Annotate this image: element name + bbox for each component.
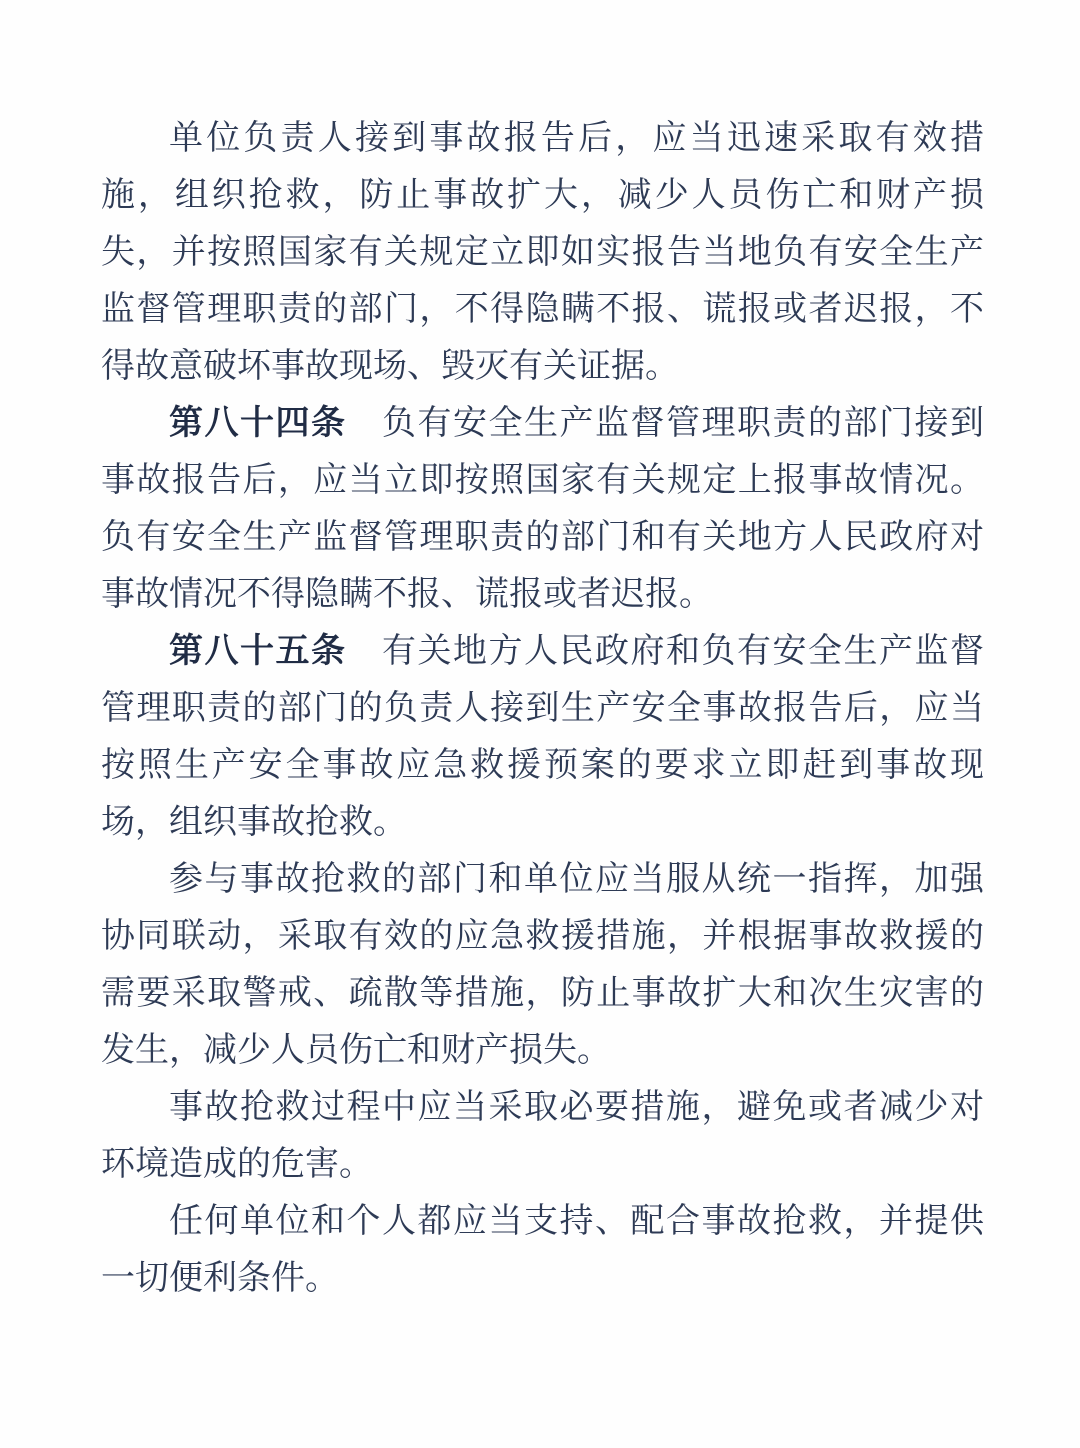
paragraph-unit-duty xyxy=(101,110,984,395)
paragraph-text: 有关地方人民政府和负有安全生产监督管理职责的部门的负责人接到生产安全事故报告后，应当按照生产安全事故应急救援预案的要求立即赶到事故现场，组织事故抢救。 xyxy=(101,631,984,842)
paragraph-article-84 xyxy=(101,395,984,623)
paragraph-environment-protection xyxy=(101,1079,984,1193)
paragraph-text: 事故抢救过程中应当采取必要措施，避免或者减少对环境造成的危害。 xyxy=(101,1087,984,1184)
paragraph-text: 任何单位和个人都应当支持、配合事故抢救，并提供一切便利条件。 xyxy=(101,1201,984,1298)
article-84-number: 第八十四条 xyxy=(169,403,382,443)
paragraph-article-85 xyxy=(101,623,984,851)
article-85-number: 第八十五条 xyxy=(169,631,382,671)
paragraph-rescue-coordination xyxy=(101,851,984,1079)
paragraph-text: 参与事故抢救的部门和单位应当服从统一指挥，加强协同联动，采取有效的应急救援措施，并根据事故救援的需要采取警戒、疏散等措施，防止事故扩大和次生灾害的发生，减少人员伤亡和财产损失。 xyxy=(101,859,984,1070)
paragraph-text: 单位负责人接到事故报告后，应当迅速采取有效措施，组织抢救，防止事故扩大，减少人员伤亡和财产损失，并按照国家有关规定立即如实报告当地负有安全生产监督管理职责的部门，不得隐瞒不报、谎报或者迟报，不得故意破坏事故现场、毁灭有关证据。 xyxy=(101,118,984,386)
legal-text-body xyxy=(101,110,984,1307)
paragraph-text: 负有安全生产监督管理职责的部门接到事故报告后，应当立即按照国家有关规定上报事故情况。负有安全生产监督管理职责的部门和有关地方人民政府对事故情况不得隐瞒不报、谎报或者迟报。 xyxy=(101,403,984,614)
paragraph-support-obligation xyxy=(101,1193,984,1307)
